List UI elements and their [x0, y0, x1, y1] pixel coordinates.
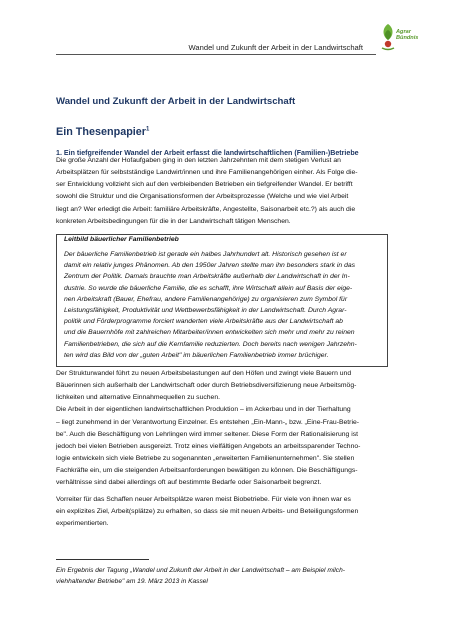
- running-header-title: Wandel und Zukunft der Arbeit in der Landwirtschaft: [188, 43, 363, 52]
- footnote-mark: 1: [146, 126, 150, 133]
- document-title: Wandel und Zukunft der Arbeit in der Landwirtschaft: [56, 96, 296, 107]
- section-paragraph: Die große Anzahl der Hofaufgaben ging in den letzten Jahrzehnten mit dem stetigen Verlust an Arbeitsplätzen für selbstständige Landwirt/innen und ihre Familienangehörigen einher. Als Folge die- ser Entwicklung vollzieht sich auf den verbleibenden Betrieben ein tiefgreifender Wandel. Er betrifft sowohl die Struktur und die Organisationsformen der Arbeitsprozesse (Welche und wie viel Arbeit liegt an? Wer erledigt die Arbeit: familiäre Arbeitskräfte, Angestellte, Saisonarbeit etc.?) als auch die konkreten Arbeitsbedingungen für die in der Landwirtschaft tätigen Menschen.: [56, 157, 358, 225]
- footnote-rule: [56, 559, 149, 560]
- header-rule: [56, 54, 376, 55]
- leaf-icon: [379, 22, 397, 52]
- document-subtitle: Ein Thesenpapier$^1$: [56, 126, 150, 138]
- info-box-text: Der bäuerliche Familienbetrieb ist gerade ein halbes Jahrhundert alt. Historisch gesehen ist er damit ein relativ junges Phänomen. Ab den 1950er Jahren stellte man ihn besonders stark in das Zentrum der Politik. Damals brauchte man Arbeitskräfte außerhalb der Landwirtschaft in der In- dustrie. So wurde die bäuerliche Familie, die es schafft, ihre Wirtschaft allein auf Basis der eige- nen Arbeitskraft (Bauer, Ehefrau, andere Familienangehörige) zu organisieren zum Symbol für Leistungsfähigkeit, Produktivität und Wettbewerbsfähigkeit in der Landwirtschaft. Durch Agrar- politik und Förderprogramme forciert wanderten viele Arbeitskräfte aus der Landwirtschaft ab und die Bauernhöfe mit zahlreichen Mitarbeiter/innen entwickelten sich mehr und mehr zu reinen Familienbetrieben, die sich auf die Kernfamilie reduzierten. Doch bereits nach wenigen Jahrzehn- ten wird das Bild von der „guten Arbeit" im bäuerlichen Familienbetrieb immer brüchiger.: [64, 251, 357, 359]
- paragraph-structural-change: Der Strukturwandel führt zu neuen Arbeitsbelastungen auf den Höfen und zwingt viele Bauern und Bäuerinnen sich außerhalb der Landwirtschaft oder durch Betriebsdiversifizierung neue Arbeitsmög- lichkeiten und alternative Einnahmequellen zu suchen. Die Arbeit in der eigentlichen landwirtschaftlichen Produktion – im Ackerbau und in der Tierhaltung – liegt zunehmend in der Verantwortung Einzelner. Es entstehen „Ein-Mann-„ bzw. „Eine-Frau-Betrie- be". Auch die Beschäftigung von Lehrlingen wird immer seltener. Diese Form der Rationalisierung ist jedoch bei vielen Betrieben ausgereizt. Trotz eines vielfältigen Angebots an arbeitssparender Techno- logie entwickeln sich viele Betriebe zu sogenannten „erweiterten Familienunternehmen". Sie stellen Fachkräfte ein, um die steigenden Arbeitsanforderungen bewältigen zu können. Die Beschäftigungs- verhältnisse sind dabei allerdings oft auf bestimmte Bedarfe oder Saisonarbeit begrenzt.: [56, 370, 361, 487]
- info-box-title: Leitbild bäuerlicher Familienbetrieb: [64, 236, 179, 243]
- section-heading: 1. Ein tiefgreifender Wandel der Arbeit erfasst die landwirtschaftlichen (Familien-)Betriebe: [56, 149, 359, 157]
- logo-wordmark: Agrar Bündnis: [396, 29, 419, 42]
- paragraph-pioneers: Vorreiter für das Schaffen neuer Arbeitsplätze waren meist Biobetriebe. Für viele von ihnen war es ein explizites Ziel, Arbeit(splätze) zu erhalten, so dass sie mit neuen Arbeits- und Beteiligungsformen experimentierten.: [56, 496, 359, 528]
- footnote: Ein Ergebnis der Tagung „Wandel und Zukunft der Arbeit in der Landwirtschaft – am Beispiel milch- viehhaltender Betriebe" am 19. März 2013 in Kassel: [56, 567, 345, 585]
- agrar-buendnis-logo: [379, 20, 419, 56]
